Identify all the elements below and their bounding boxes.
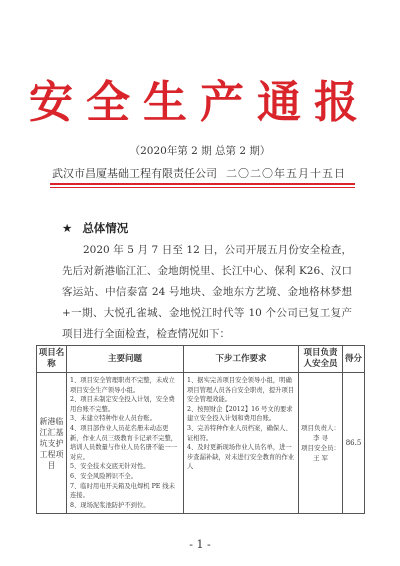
section-heading-text: 总体情况 [82, 221, 129, 235]
report-date: 二〇二〇年五月十五日 [226, 167, 346, 180]
col-header-project: 项目名称 [37, 346, 67, 373]
col-header-requirements: 下步工作要求 [184, 346, 299, 373]
project-leader-label: 项目负责人： [301, 424, 340, 433]
col-header-issues: 主要问题 [67, 346, 184, 373]
issue-number: （2020年第 2 期 总第 2 期） [129, 145, 271, 157]
col-header-responsible: 项目负责人安全员 [299, 346, 343, 373]
project-name-cell: 新港临江汇基坑支护工程项目 [37, 373, 67, 514]
safety-officer-name: 王 军 [312, 454, 329, 463]
summary-paragraph: 2020 年 5 月 7 日至 12 日，公司开展五月份安全检查，先后对新港临江汇、金地朗悦里、长江中心、保利 K26、汉口客运站、中信泰富 24 号地块、金地东方艺境、金地格林梦想+一期、大悦孔雀城、金地悦江时代等 10 个公司已复工复产项目进行全面检查，检查情况如下： [62, 244, 352, 340]
company-name: 武汉市昌厦基础工程有限责任公司 [52, 167, 217, 180]
inspection-table [36, 345, 365, 514]
requirement-item: 2、按照财企【2012】16 号文的要求建立安全投入计划和费用台账。 [187, 405, 293, 423]
requirement-item: 4、及时更新现场作业人员名单，进一步查漏补缺，对未进行安全教育的作业人 [187, 444, 295, 471]
col-header-score: 得分 [343, 346, 365, 373]
responsible-cell [299, 373, 343, 514]
requirement-item: 3、完善特种作业人员档案，确保人、证相符。 [187, 424, 292, 442]
issue-item: 5、安全技术交底无针对性。 [70, 463, 150, 471]
requirements-cell [184, 373, 299, 514]
header-divider-thick [50, 183, 355, 185]
issue-item: 7、临时用电开关箱及电焊机 PE 线未连接。 [70, 482, 175, 500]
score-cell: 86.5 [343, 373, 365, 514]
header-divider-thin [50, 187, 355, 188]
issue-item: 1、项目安全管理职责不完整，未成立项目安全生产领导小组。 [70, 377, 175, 394]
project-leader-name: 李 寻 [312, 434, 329, 443]
section-heading [62, 220, 128, 236]
table-row [37, 373, 365, 514]
page-number: - 1 - [189, 538, 211, 551]
issue-item: 8、现场泥浆池防护不到位。 [70, 501, 150, 509]
star-icon: ★ [62, 221, 73, 235]
issue-item: 3、未建立特种作业人员台账。 [70, 415, 156, 423]
issue-item: 2、项目未制定安全投入计划，安全费用台账不完整。 [70, 396, 175, 413]
issue-item: 4、项目部作业人员花名册未动态更新，作业人员三级教育卡记录不完整，培训人员数量与作业人员名册不能一一对应。 [70, 424, 178, 461]
safety-officer-label: 项目安全员： [301, 444, 340, 453]
issue-item: 6、安全风险辨识不全。 [70, 472, 137, 480]
issues-cell [67, 373, 184, 514]
table-header-row [37, 346, 365, 373]
report-title: 安全生产通报 [29, 77, 371, 128]
requirement-item: 1、据实完善项目安全领导小组，明确项目管理人员各自安全职责，提升项目安全管理效能。 [187, 377, 295, 404]
